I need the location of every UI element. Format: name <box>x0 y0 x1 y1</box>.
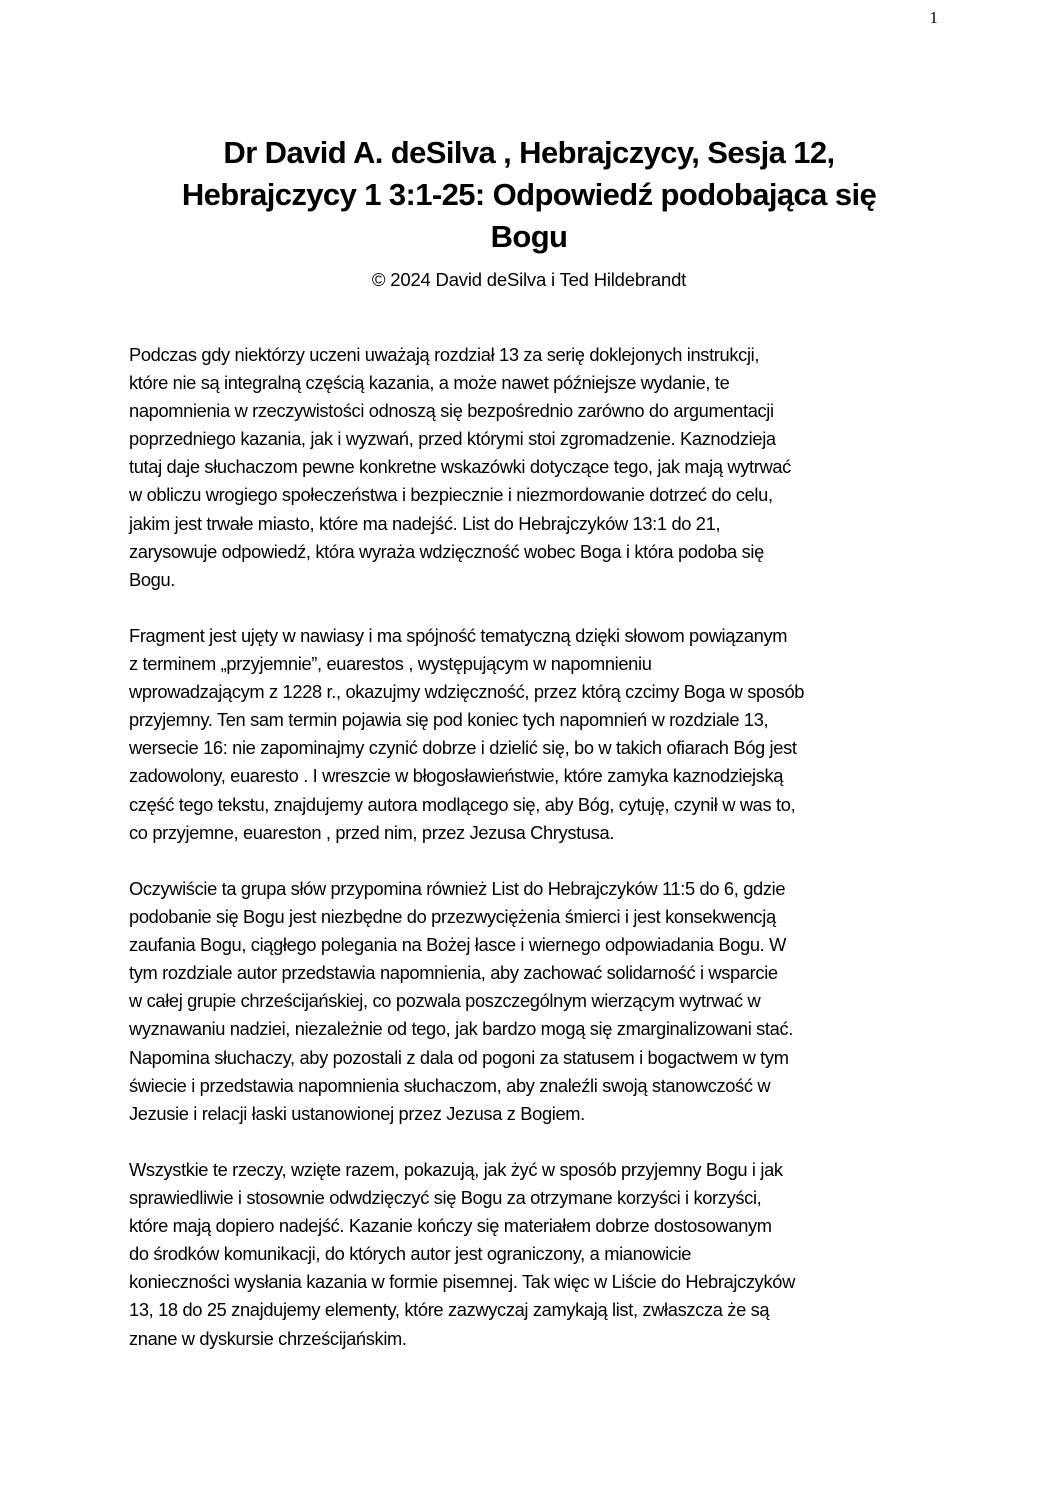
title-line: Dr David A. deSilva , Hebrajczycy, Sesja 12, <box>223 135 835 170</box>
text-line: napomnienia w rzeczywistości odnoszą się bezpośrednio zarówno do argumentacji <box>129 400 774 422</box>
text-line: część tego tekstu, znajdujemy autora modlącego się, aby Bóg, cytuję, czynił w was to, <box>129 793 796 815</box>
paragraph <box>129 622 949 847</box>
title-line: Hebrajczycy 1 3:1-25: Odpowiedź podobająca się <box>181 177 877 212</box>
paragraph <box>129 1156 949 1353</box>
text-line: Jezusie i relacji łaski ustanowionej przez Jezusa z Bogiem. <box>129 1102 585 1124</box>
text-line: które mają dopiero nadejść. Kazanie kończy się materiałem dobrze dostosowanym <box>129 1215 772 1237</box>
text-line: sprawiedliwie i stosownie odwdzięczyć się Bogu za otrzymane korzyści i korzyści, <box>129 1187 762 1209</box>
text-line: zadowolony, euaresto . I wreszcie w błogosławieństwie, które zamyka kaznodziejską <box>129 765 784 787</box>
text-line: jakim jest trwałe miasto, które ma nadejść. List do Hebrajczyków 13:1 do 21, <box>129 512 721 534</box>
text-line: wyznawaniu nadziei, niezależnie od tego, jak bardzo mogą się zmarginalizowani stać. <box>129 1018 793 1040</box>
text-line: poprzedniego kazania, jak i wyzwań, przed którymi stoi zgromadzenie. Kaznodzieja <box>129 428 776 450</box>
text-line: Oczywiście ta grupa słów przypomina również List do Hebrajczyków 11:5 do 6, gdzie <box>129 878 786 899</box>
text-line: wprowadzającym z 1228 r., okazujmy wdzięczność, przez którą czcimy Boga w sposób <box>129 681 805 703</box>
text-line: Wszystkie te rzeczy, wzięte razem, pokazują, jak żyć w sposób przyjemny Bogu i jak <box>129 1159 783 1180</box>
title-line: Bogu <box>490 219 568 254</box>
text-line: Podczas gdy niektórzy uczeni uważają rozdział 13 za serię doklejonych instrukcji, <box>129 344 760 365</box>
page-number: 1 <box>929 8 938 27</box>
text-line: które nie są integralną częścią kazania, a może nawet późniejsze wydanie, te <box>129 372 730 394</box>
paragraph <box>129 875 949 1128</box>
paragraph <box>129 341 949 594</box>
text-line: z terminem „przyjemnie”, euarestos , występującym w napomnieniu <box>129 653 652 675</box>
text-line: znane w dyskursie chrześcijańskim. <box>129 1327 407 1349</box>
copyright-notice: © 2024 David deSilva i Ted Hildebrandt <box>371 269 687 290</box>
text-line: tutaj daje słuchaczom pewne konkretne wskazówki dotyczące tego, jak mają wytrwać <box>129 456 791 478</box>
text-line: konieczności wysłania kazania w formie pisemnej. Tak więc w Liście do Hebrajczyków <box>129 1271 795 1293</box>
text-line: przyjemny. Ten sam termin pojawia się pod koniec tych napomnień w rozdziale 13, <box>129 709 769 731</box>
text-line: do środków komunikacji, do których autor jest ograniczony, a mianowicie <box>129 1243 692 1265</box>
text-line: Fragment jest ujęty w nawiasy i ma spójność tematyczną dzięki słowom powiązanym <box>129 625 788 646</box>
text-line: zarysowuje odpowiedź, która wyraża wdzięczność wobec Boga i która podoba się <box>129 540 764 562</box>
text-line: tym rozdziale autor przedstawia napomnienia, aby zachować solidarność i wsparcie <box>129 962 778 984</box>
text-line: co przyjemne, euareston , przed nim, przez Jezusa Chrystusa. <box>129 821 615 843</box>
text-line: Bogu. <box>129 568 176 590</box>
text-line: świecie i przedstawia napomnienia słuchaczom, aby znaleźli swoją stanowczość w <box>129 1074 771 1096</box>
text-line: zaufania Bogu, ciągłego polegania na Bożej łasce i wiernego odpowiadania Bogu. W <box>129 934 787 956</box>
text-line: Napomina słuchaczy, aby pozostali z dala od pogoni za statusem i bogactwem w tym <box>129 1046 789 1068</box>
text-line: w całej grupie chrześcijańskiej, co pozwala poszczególnym wierzącym wytrwać w <box>129 990 761 1012</box>
text-line: w obliczu wrogiego społeczeństwa i bezpiecznie i niezmordowanie dotrzeć do celu, <box>129 484 773 506</box>
document-title <box>60 132 998 258</box>
text-line: 13, 18 do 25 znajdujemy elementy, które zazwyczaj zamykają list, zwłaszcza że są <box>129 1299 770 1321</box>
text-line: podobanie się Bogu jest niezbędne do przezwyciężenia śmierci i jest konsekwencją <box>129 906 776 928</box>
text-line: wersecie 16: nie zapominajmy czynić dobrze i dzielić się, bo w takich ofiarach Bóg jest <box>129 737 797 759</box>
